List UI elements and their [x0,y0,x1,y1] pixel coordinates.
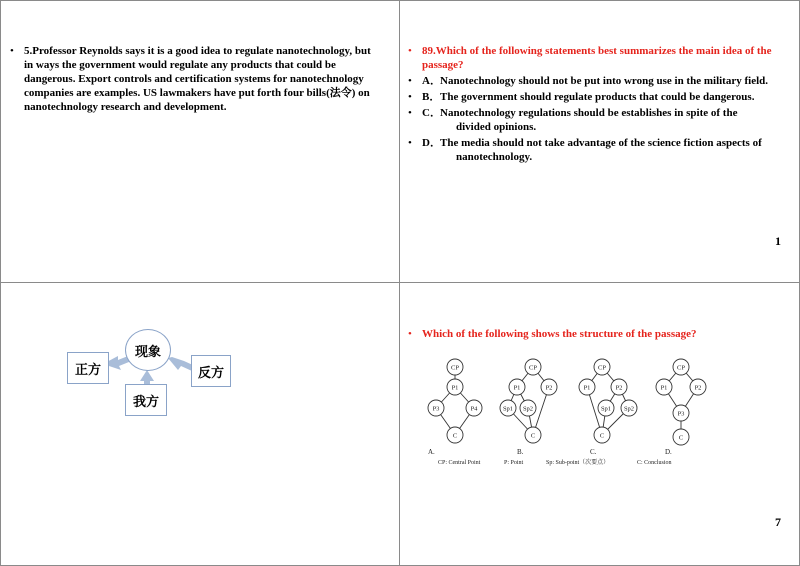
legend-item-3: C: Conclusion [637,460,672,466]
diagram-a-node-c-label: C [452,432,458,440]
diagram-d-node-p1-label: P1 [660,384,668,392]
diagram-d-node-cp-label: CP [677,364,685,372]
legend-item-0: CP: Central Point [438,460,481,466]
diagram-letter-1: B. [517,448,524,456]
option-c-continuation: divided opinions. [456,121,537,133]
option-a [406,74,786,88]
diagram-c-node-c-label: C [599,432,605,440]
diagram-a-node-p4-label: P4 [470,405,478,413]
concept-arrows [0,283,399,566]
question-89: • 89.Which of the following statements best summarizes the main idea of the passage? [406,44,786,72]
option-d [406,136,786,164]
option-a-text: Nanotechnology should not be put into wrong use in the military field. [440,75,769,87]
diagram-a-node-cp-label: CP [451,364,459,372]
left-node: 正方 [67,352,109,384]
diagram-b-node-p1-label: P1 [513,384,521,392]
diagram-legend [438,458,672,466]
page-number-7: 7 [775,515,781,529]
slide-bottom-left [0,283,399,566]
slide-top-right [406,44,786,164]
diagram-letter-2: C. [590,448,597,456]
bottom-node: 我方 [125,384,167,416]
diagram-letter-0: A. [428,448,435,456]
diagram-c-node-cp-label: CP [598,364,606,372]
diagram-d-node-p2-label: P2 [694,384,702,392]
legend-item-2: Sp: Sub-point（次要点） [546,460,610,466]
page-number-1: 1 [775,234,781,248]
slide-bottom-right [406,327,786,341]
option-c-letter: • C． [422,107,441,119]
diagram-letter-3: D. [665,448,672,456]
option-c [406,106,786,134]
diagram-a-node-p1-label: P1 [451,384,459,392]
option-c-text: Nanotechnology regulations should be establishes in spite of the [440,107,738,119]
diagram-c-node-p2-label: P2 [615,384,623,392]
diagram-a-edges [436,364,474,435]
option-d-letter: • D． [422,137,441,149]
diagram-b-node-sp1-label: Sp1 [502,405,514,413]
diagram-b-node-sp2-label: Sp2 [522,405,534,413]
diagram-a-node-p3-label: P3 [432,405,440,413]
right-node: 反方 [191,355,231,387]
diagram-c-node-sp2-label: Sp2 [623,405,635,413]
diagram-b-node-p2-label: P2 [545,384,553,392]
passage-paragraph: • 5.Professor Reynolds says it is a good idea to regulate nanotechnology, but in ways the government would regulate any products that could be dangerous. Export controls and certification systems for nanotechnology companies are examples. US lawmakers have put forth four bills(法令) on nanotechnology research and development. [8,44,374,114]
option-b-text: The government should regulate products that could be dangerous. [440,91,755,103]
option-d-continuation: nanotechnology. [456,151,533,163]
diagram-letters [428,448,672,456]
vertical-divider [399,0,400,566]
diagram-nodes [428,359,706,445]
structure-question: • Which of the following shows the structure of the passage? [406,327,786,341]
option-a-letter: • A． [422,75,441,87]
diagram-c-node-p1-label: P1 [583,384,591,392]
option-b [406,90,786,104]
diagram-d-node-c-label: C [678,434,684,442]
diagram-b-node-c-label: C [530,432,536,440]
structure-diagrams [420,352,702,472]
slide-top-left [8,44,374,114]
diagram-b-node-cp-label: CP [529,364,537,372]
legend-item-1: P: Point [504,460,524,466]
option-b-letter: • B． [422,91,441,103]
diagram-d-node-p3-label: P3 [677,410,685,418]
center-node: 现象 [125,329,171,371]
option-d-text: The media should not take advantage of the science fiction aspects of [440,137,762,149]
diagram-c-node-sp1-label: Sp1 [600,405,612,413]
